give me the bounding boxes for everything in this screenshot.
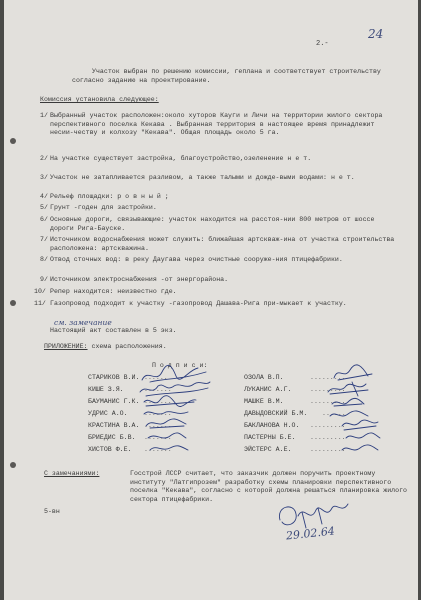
signatory-name: ХИСТОВ Ф.Е. [88,446,132,453]
finding-number: 7/ [40,236,48,243]
signatory-name: МАШКЕ В.М. [244,398,284,405]
punch-hole [10,300,16,306]
finding-number: 2/ [40,155,48,162]
signatory-name: КИШЕ З.Я. [88,386,124,393]
appendix-label: ПРИЛОЖЕНИЕ: [44,343,88,350]
handwritten-note: см. замечание [54,318,112,327]
copies-line: Настоящий акт составлен в 5 экз. [50,327,177,334]
handwritten-signatures-right [322,362,402,458]
handwritten-date: 29.02.64 [285,524,336,543]
finding-number: 11/ [34,300,46,307]
signature-dots: ......... [310,446,346,453]
finding-text: Газопровод подходит к участку -газопровод Дашава-Рига при-мыкает к участку. [50,300,347,307]
signatory-name: ОЗОЛА В.П. [244,374,284,381]
signature-dots: ...... [322,410,346,417]
document-page [4,0,418,600]
signatory-name: ПАСТЕРНЫ Б.Е. [244,434,296,441]
signature-dots: ......... [310,422,346,429]
finding-number: 5/ [40,204,48,211]
signature-dots: ......... [310,398,346,405]
signature-dots: ....... [144,410,172,417]
remarks-text: Госстрой ЛССР считает, что заказчик должен поручить проектному институту "Латгипрозем" разработку схемы планировки перспективного поселка "Кекава", согласно с которой должна решаться планировка жилого сектора птицефабрики. [130,470,407,503]
signature-dots: ....... [144,434,172,441]
signatory-name: СТАРИКОВ В.И. [88,374,140,381]
margin-note: 5-вн [44,508,60,515]
signatory-name: КРАСТИНА В.А. [88,422,140,429]
finding-number: 1/ [40,112,48,119]
remarks-label: С замечаниями: [44,470,100,477]
punch-hole [10,462,16,468]
signature-dots: ....... [144,386,172,393]
appendix-text: схема расположения. [91,343,167,350]
signatory-name: ЛУКАНИС А.Г. [244,386,292,393]
handwritten-signatures-left [136,362,216,458]
signatory-name: ДАВЫДОВСКИЙ Б.М. [244,410,308,417]
finding-text: Рельеф площадки: р о в н ы й ; [50,193,169,200]
finding-number: 9/ [40,276,48,283]
finding-text: Грунт -годен для застройки. [50,204,157,211]
signatory-name: ЭЙСТЕРС А.Е. [244,446,292,453]
finding-text: Основные дороги, связывающие: участок находится на расстоя-нии 800 метров от шоссе дороги Рига-Бауске. [50,216,375,232]
signatory-name: БРИЕДИС Б.В. [88,434,136,441]
signatory-name: БАКЛАНОВА Н.О. [244,422,300,429]
finding-number: 4/ [40,193,48,200]
handwritten-page-number: 24 [368,27,384,41]
signature-dots: ......... [310,434,346,441]
finding-text: Источником водоснабжения может служить: ближайшая артскваж-ина от участка строительства расположена: артскважина. [50,236,395,252]
finding-number: 8/ [40,256,48,263]
punch-hole [10,138,16,144]
signature-dots: ......... [310,374,346,381]
finding-number: 6/ [40,216,48,223]
signatory-name: УДРИС А.О. [88,410,128,417]
appendix-line [44,343,167,352]
finding-text: Участок не затапливается разливом, а также талыми и дожде-выми водами: н е т. [50,174,355,181]
finding-number: 10/ [34,288,46,295]
finding-text: Отвод сточных вод: в реку Даугава через очистные сооруже-ния птицефабрики. [50,256,343,263]
finding-text: Источником электроснабжения -от энергорайона. [50,276,229,283]
commission-heading: Комиссия установила следующее: [40,96,159,103]
finding-text: Выбранный участок расположен:около хуторов Кауги и Личи на территории жилого сектора перспективного поселка Кекава . Выбранная территория в настоящее время принадлежит несии-честву и колхозу "Кекава". Общая площадь около 5 га. [50,112,383,137]
page-number: 2.- [316,40,329,48]
signatory-name: БАУМАНИС Г.К. [88,398,140,405]
finding-text: Репер находится: неизвестно где. [50,288,177,295]
intro-paragraph: Участок выбран по решению комиссии, геплана и соответствует строительству согласно заданию на проектирование. [72,68,381,84]
signature-dots: ....... [144,398,172,405]
signature-dots: ....... [144,446,172,453]
signature-dots: ....... [144,422,172,429]
signature-dots: ......... [310,386,346,393]
finding-text: На участке существует застройка, благоустройство,озеленение н е т. [50,155,312,162]
finding-number: 3/ [40,174,48,181]
signature-dots: ...... [144,374,168,381]
signatures-heading: П о д п и с и: [152,362,208,369]
